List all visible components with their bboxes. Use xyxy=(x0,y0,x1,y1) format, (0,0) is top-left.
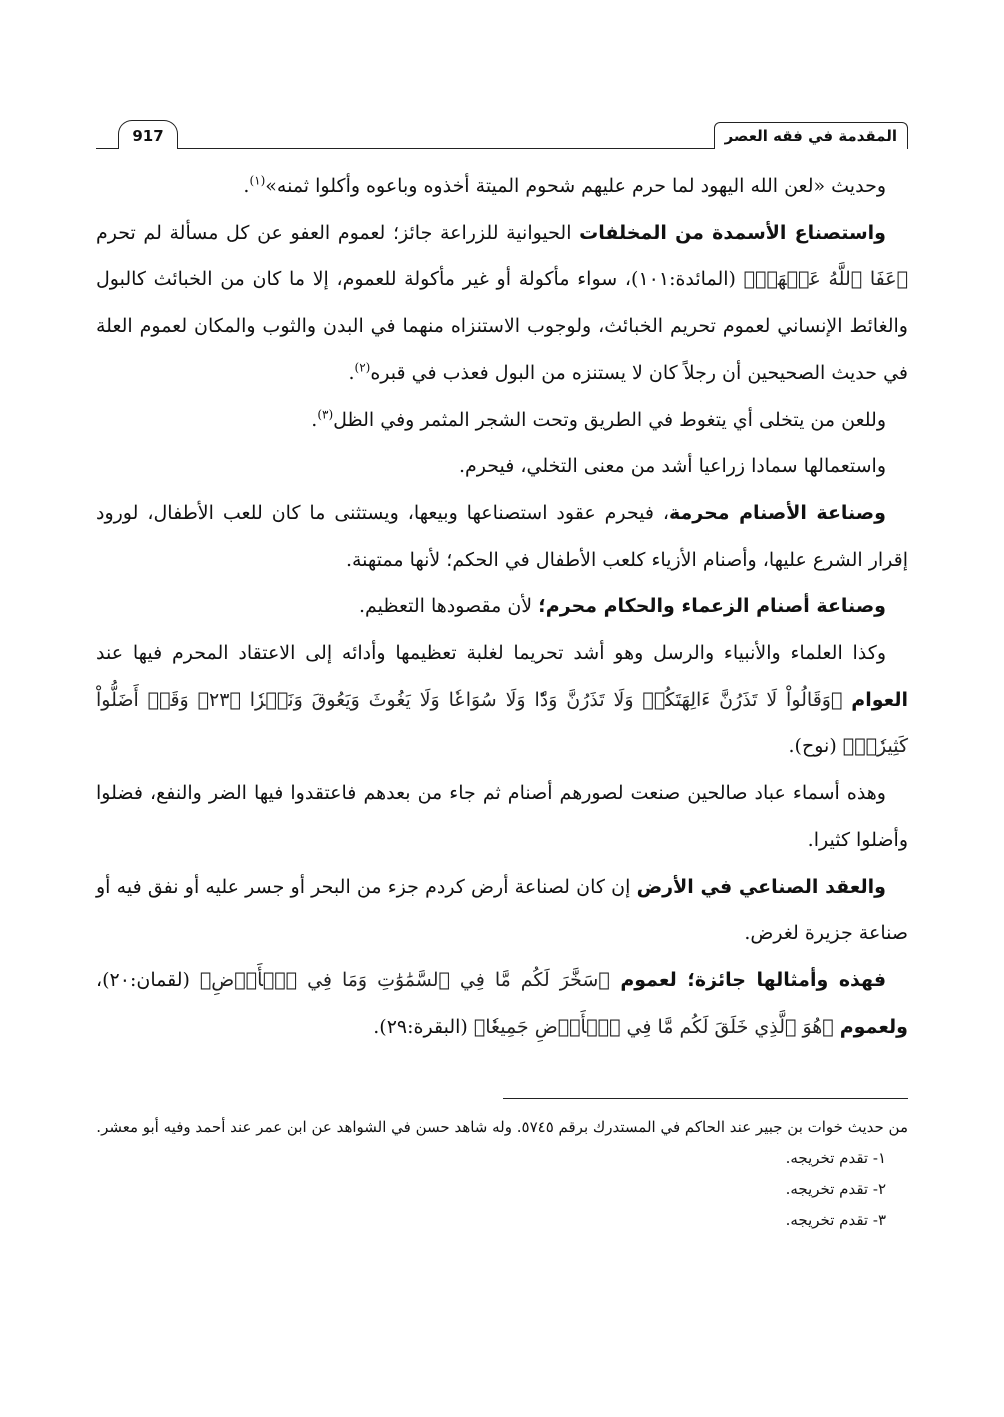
text-run xyxy=(842,689,851,711)
footnote-preface: من حديث خوات بن جبير عند الحاكم في المستدرك برقم ٥٧٤٥. وله شاهد حسن في الشواهد عن ابن عمر عند أحمد وفيه أبو معشر. xyxy=(96,1118,908,1136)
paragraph-p10 xyxy=(96,957,908,1050)
quran-quote: ﴿وَقَالُواْ لَا تَذَرُنَّ ءَالِهَتَكُمۡ وَلَا تَذَرُنَّ وَدّٗا وَلَا سُوَاعٗا وَلَا يَغُوثَ وَيَعُوقَ وَنَسۡرٗا ﴿٢٣﴾ وَقَدۡ أَضَلُّواْ كَثِيرٗاۖ﴾ xyxy=(96,688,908,758)
main-text xyxy=(96,163,908,1050)
paragraph-p6 xyxy=(96,583,908,630)
footnote-item: ٢- تقدم تخريجه. xyxy=(785,1180,886,1198)
quran-quote: ﴿سَخَّرَ لَكُم مَّا فِي ٱلسَّمَٰوَٰتِ وَمَا فِي ٱلۡأَرۡضِ﴾ xyxy=(199,968,610,991)
footnotes xyxy=(96,1112,908,1236)
bold-term: واستصناع الأسمدة من المخلفات xyxy=(579,221,886,244)
text-run: (المائدة:١٠١)، سواء مأكولة أو غير مأكولة للعموم، إلا ما كان من الخبائث كالبول والغائط الإنساني لعموم تحريم الخبائث، ولوجوب الاستنزاه منهما في البدن والثوب والمكان لعموم العلة في حديث الصحيحين أن رجلاً كان لا يستنزه من البول فعذب في قبره xyxy=(96,268,908,384)
paragraph-p8 xyxy=(96,770,908,863)
text-run: (نوح). xyxy=(788,735,843,758)
text-run: وكذا العلماء والأنبياء والرسل وهو أشد تحريما لغلبة تعظيمها وأدائه إلى الاعتقاد المحرم فيها عند xyxy=(96,642,886,665)
footnote-separator xyxy=(503,1098,908,1099)
text-run: . xyxy=(348,361,355,384)
text-run: وهذه أسماء عباد صالحين صنعت لصورهم أصنام ثم جاء من بعدهم فاعتقدوا فيها الضر والنفع، فضلوا وأضلوا كثيرا. xyxy=(96,782,908,851)
bold-term: وصناعة الأصنام محرمة xyxy=(669,501,886,524)
text-run: ، فيحرم عقود استصناعها وبيعها، ويستثنى ما كان للعب الأطفال، لورود إقرار الشرع عليها، وأصنام الأزياء كلعب الأطفال في الحكم؛ لأنها ممتهنة. xyxy=(96,501,908,571)
footnote-item: ١- تقدم تخريجه. xyxy=(785,1149,886,1167)
text-run: إن كان لصناعة أرض كردم جزء من البحر أو جسر عليه أو نفق فيه أو صناعة جزيرة لغرض. xyxy=(96,875,908,945)
text-run: وحديث «لعن الله اليهود لما حرم عليهم شحوم الميتة أخذوه وباعوه وأكلوا ثمنه» xyxy=(265,175,886,197)
paragraph-p4 xyxy=(96,443,908,490)
text-run: (لقمان:٢٠)، xyxy=(96,968,200,991)
paragraph-p9 xyxy=(96,864,908,957)
text-run: . xyxy=(243,175,250,197)
paragraph-p5 xyxy=(96,490,908,583)
text-run: وللعن من يتخلى أي يتغوط في الطريق وتحت الشجر المثمر وفي الظل xyxy=(333,408,886,431)
bold-term: والعقد الصناعي في الأرض xyxy=(636,875,886,898)
running-header xyxy=(96,120,908,150)
text-run: . xyxy=(311,408,318,431)
bold-term: العوام xyxy=(851,688,908,711)
footnote-ref: (٣) xyxy=(317,407,334,422)
paragraph-p3 xyxy=(96,397,908,444)
page-number: 917 xyxy=(118,120,178,149)
quran-quote: ﴿عَفَا ٱللَّهُ عَنۡهَاۗ﴾ xyxy=(743,268,908,291)
bold-term: فهذه وأمثالها جائزة؛ لعموم xyxy=(609,968,887,991)
text-run: الحيوانية للزراعة جائز؛ لعموم العفو عن كل مسألة لم تحرم xyxy=(96,221,580,244)
text-run: لأن مقصودها التعظيم. xyxy=(358,595,539,618)
footnote-ref: (٢) xyxy=(354,360,371,375)
text-run: (البقرة:٢٩). xyxy=(373,1015,474,1038)
bold-term: ولعموم xyxy=(839,1015,908,1038)
paragraph-p1 xyxy=(96,163,908,210)
quran-quote: ﴿هُوَ ٱلَّذِي خَلَقَ لَكُم مَّا فِي ٱلۡأَرۡضِ جَمِيعٗا﴾ xyxy=(473,1015,834,1038)
text-run: واستعمالها سمادا زراعيا أشد من معنى التخلي، فيحرم. xyxy=(459,455,886,478)
chapter-title: المقدمة في فقه العصر xyxy=(714,122,908,149)
paragraph-p2 xyxy=(96,210,908,397)
footnote-item: ٣- تقدم تخريجه. xyxy=(785,1211,886,1229)
paragraph-p7 xyxy=(96,630,908,770)
bold-term: وصناعة أصنام الزعماء والحكام محرم؛ xyxy=(538,595,886,618)
footnote-ref: (١) xyxy=(249,173,266,188)
